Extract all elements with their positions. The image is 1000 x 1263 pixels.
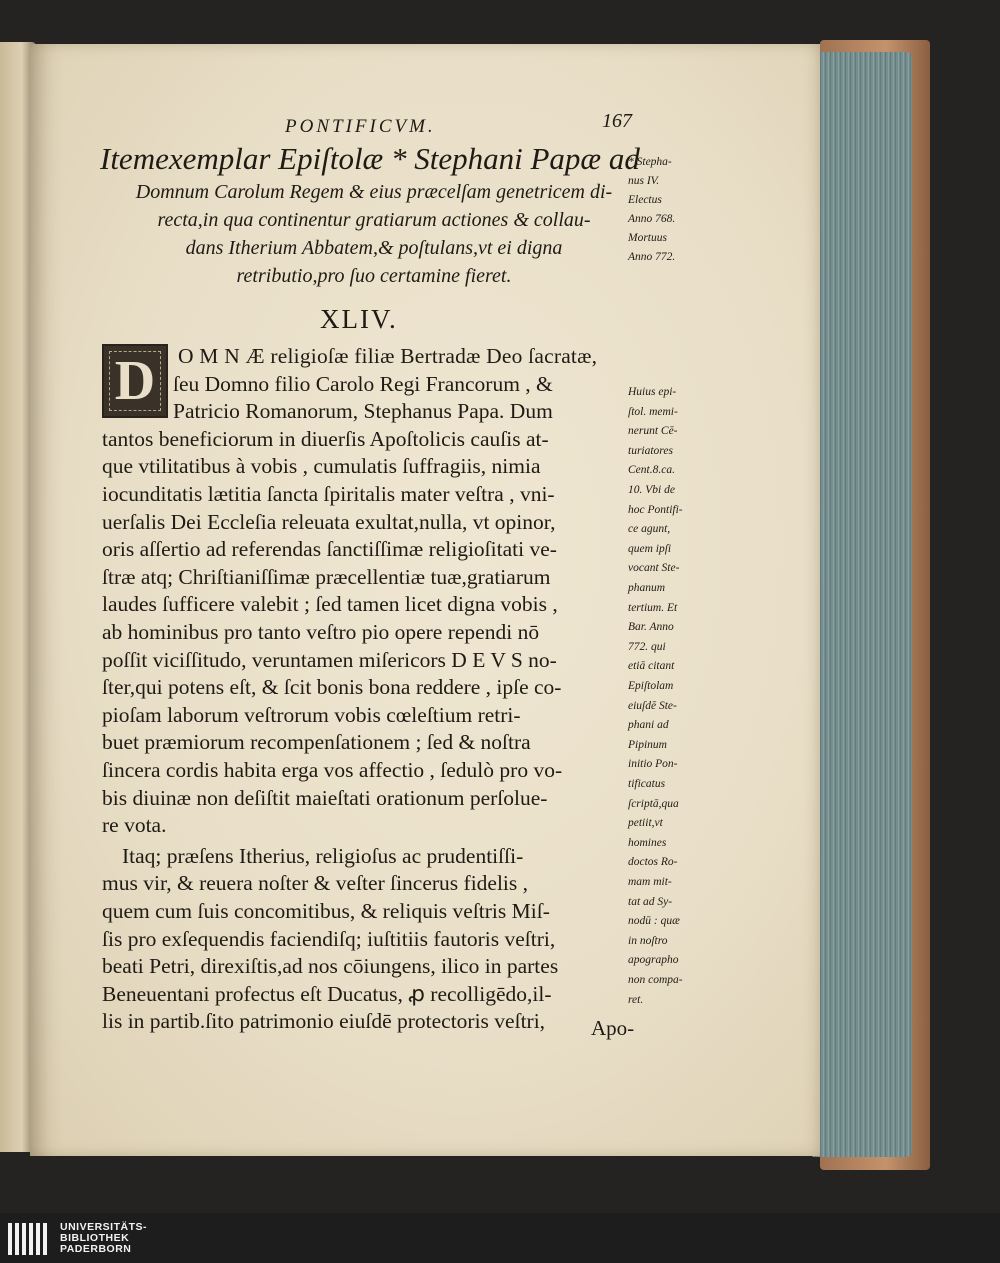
margin-note-line: nodū : quæ [628, 915, 680, 928]
heading-line: retributio,pro ſuo certamine fieret. [236, 265, 512, 287]
margin-note-line: nerunt Cē- [628, 425, 678, 438]
margin-note-line: Anno 768. [628, 213, 676, 225]
margin-note-line: etiā citant [628, 660, 675, 673]
body-line: ab hominibus pro tanto veſtro pio opere rependi nō [102, 620, 540, 644]
margin-note-line: 10. Vbi de [628, 484, 675, 496]
section-number: XLIV. [320, 304, 398, 334]
body-line: ſtræ atq; Chriſtianiſſimæ præcellentiæ tuæ,gratiarum [102, 564, 551, 589]
margin-note-line: ret. [628, 993, 644, 1006]
body-line: uerſalis Dei Eccleſia releuata exultat,nulla, vt opinor, [102, 509, 556, 534]
margin-note-line: apographo [628, 954, 679, 967]
margin-note-line: mam mit- [628, 876, 672, 888]
margin-note-line: ſtol. memi- [628, 405, 678, 418]
margin-note-line: petiit,vt [628, 817, 663, 830]
library-logo-text [60, 1222, 147, 1255]
margin-note-line: 772. qui [628, 640, 666, 653]
margin-note-line: Epiſtolam [628, 680, 674, 692]
heading-line: dans Itherium Abbatem,& poſtulans,vt ei digna [185, 237, 563, 259]
body-line: lis in partib.ſito patrimonio eiuſdē protectoris veſtri, [102, 1009, 546, 1034]
heading-line: Itemexemplar Epiſtolæ * Stephani Papæ ad [100, 141, 640, 176]
margin-note-line: quem ipſi [628, 542, 672, 555]
body-line: oris aſſertio ad referendas ſanctiſſimæ religioſitati ve- [102, 537, 557, 562]
body-line: ſis pro exſequendis faciendiſq; iuſtitiis fautoris veſtri, [102, 926, 556, 951]
margin-note-line: non compa- [628, 974, 683, 986]
margin-note-line: initio Pon- [628, 758, 678, 771]
margin-note-line: tertium. Et [628, 601, 678, 614]
heading-line: recta,in qua continentur gratiarum actiones & collau- [157, 209, 591, 231]
margin-note-line: eiuſdē Ste- [628, 699, 677, 712]
body-line: re vota. [102, 813, 167, 838]
margin-note-line: Cent.8.ca. [628, 464, 675, 477]
epistle-heading [100, 140, 648, 290]
body-line: O M N Æ religioſæ filiæ Bertradæ Deo ſacratæ, [178, 344, 598, 368]
body-line: poſſit viciſſitudo, veruntamen miſericors D E V S no- [102, 647, 557, 672]
margin-note-line: Pipinum [628, 738, 667, 751]
margin-note-line: Anno 772. [628, 251, 676, 263]
margin-note-line: ce agunt, [628, 523, 671, 536]
library-footer [0, 1213, 1000, 1263]
body-line: buet præmiorum recompenſationem ; ſed & noſtra [102, 730, 531, 755]
body-line: Patricio Romanorum, Stephanus Papa. Dum [173, 399, 553, 424]
library-logo-icon [8, 1223, 50, 1255]
margin-note-line: Bar. Anno [628, 621, 674, 634]
body-line: tantos beneficiorum in diuerſis Apoſtolicis cauſis at- [102, 426, 549, 451]
catchword: Apo- [591, 1016, 635, 1040]
logo-line: UNIVERSITÄTS- [60, 1221, 148, 1233]
margin-note-line: tat ad Sy- [628, 895, 673, 908]
margin-note-line: Electus [628, 194, 662, 206]
margin-note-line: ſcriptā,qua [628, 797, 679, 810]
page-number: 167 [602, 110, 632, 132]
body-line: ſeu Domno filio Carolo Regi Francorum , & [173, 371, 553, 396]
body-line: Itaq; præſens Itherius, religioſus ac prudentiſſi- [122, 843, 524, 868]
body-line: mus vir, & reuera noſter & veſter ſincerus fidelis , [102, 871, 529, 896]
body-line: beati Petri, direxiſtis,ad nos cōiungens, ilico in partes [102, 954, 559, 979]
body-line: que vtilitatibus à vobis , cumulatis ſuffragiis, nimia [102, 454, 541, 479]
running-head: PONTIFICVM. [285, 116, 436, 137]
heading-line: Domnum Carolum Regem & eius præcelſam genetricem di- [135, 181, 613, 203]
margin-note-line: turiatores [628, 444, 673, 457]
margin-note-line: nus IV. [628, 175, 660, 187]
margin-note-line: in noſtro [628, 934, 668, 947]
body-line: bis diuinæ non deſiſtit maieſtati orationum perſolue- [102, 785, 548, 810]
margin-note-line: homines [628, 836, 667, 849]
margin-note-line: tificatus [628, 778, 666, 790]
decorated-initial [102, 344, 168, 418]
initial-letter: D [114, 350, 156, 412]
logo-line: BIBLIOTHEK [60, 1232, 130, 1244]
margin-note-line: Mortuus [628, 232, 667, 244]
body-line: iocunditatis lætitia ſancta ſpiritalis mater veſtra , vni- [102, 482, 555, 506]
body-line: Beneuentani profectus eſt Ducatus, ꝓ recolligēdo,il- [102, 981, 552, 1006]
page-fore-edge [812, 52, 912, 1157]
margin-note-line: hoc Pontifi- [628, 503, 683, 516]
margin-note-line: doctos Ro- [628, 856, 678, 869]
margin-note-line: phani ad [628, 719, 669, 732]
body-line: ſincera cordis habita erga vos affectio , ſedulò pro vo- [102, 758, 563, 782]
body-line: quem cum ſuis concomitibus, & reliquis veſtris Miſ- [102, 898, 550, 923]
book-page [30, 44, 820, 1156]
margin-note-line: vocant Ste- [628, 562, 680, 575]
body-line: laudes ſufficere valebit ; ſed tamen licet digna vobis , [102, 592, 558, 617]
logo-line: PADERBORN [60, 1243, 132, 1255]
margin-note-line: * Stepha- [628, 156, 672, 168]
body-line: pioſam laborum veſtrorum vobis cœleſtium retri- [102, 702, 521, 727]
margin-note-line: phanum [628, 582, 666, 594]
body-line: ſter,qui potens eſt, & ſcit bonis bona reddere , ipſe co- [102, 675, 562, 700]
margin-note-line: Huius epi- [628, 386, 677, 398]
